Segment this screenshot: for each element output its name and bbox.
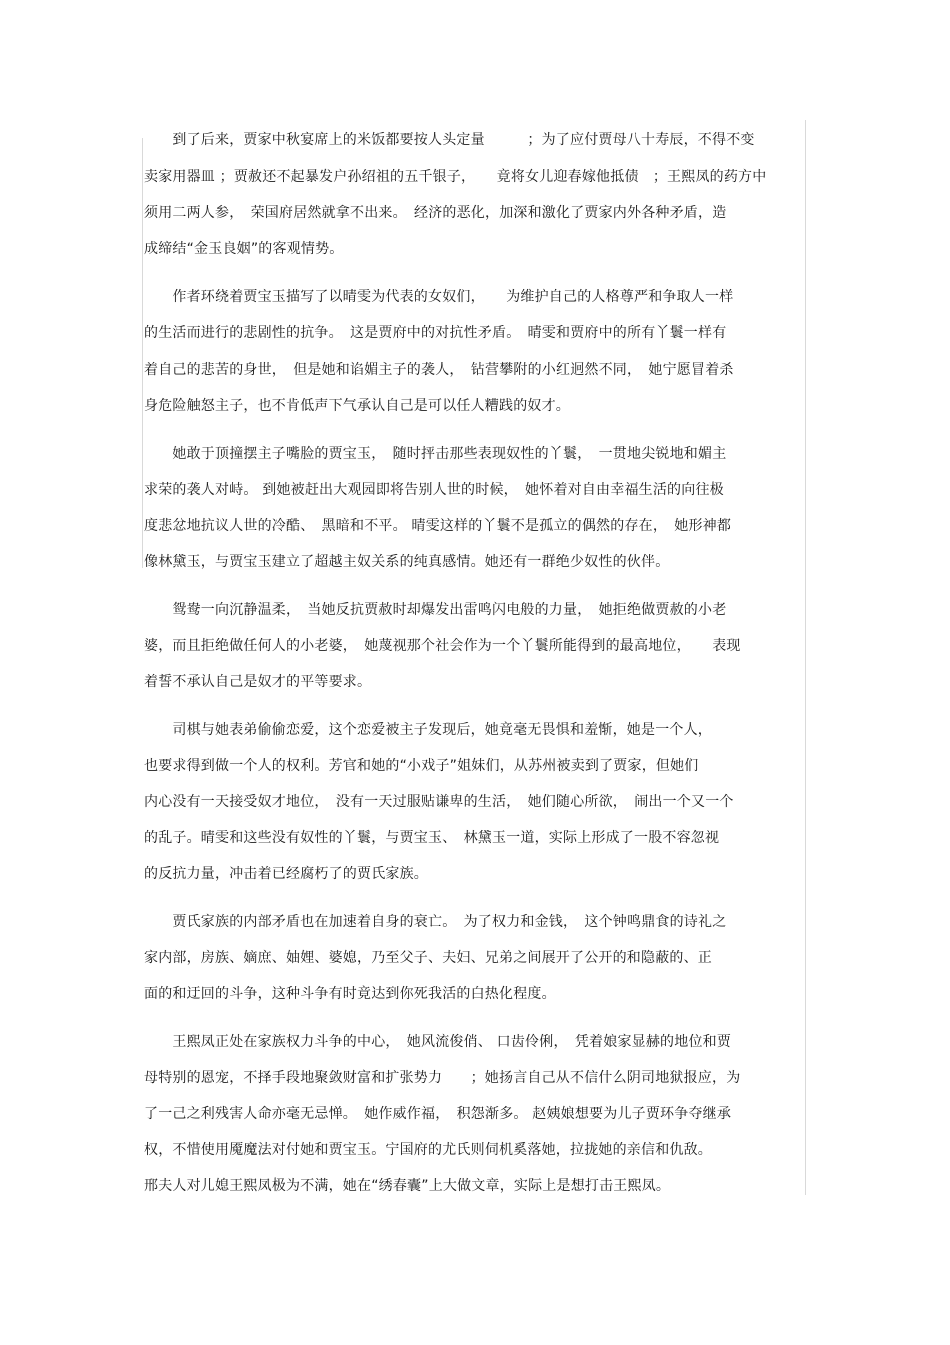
text-line: 的生活而进行的悲剧性的抗争。 这是贾府中的对抗性矛盾。 晴雯和贾府中的所有丫鬟一样有 (144, 325, 727, 341)
text-line: 婆，而且拒绝做任何人的小老婆， 她蔑视那个社会作为一个丫鬟所能得到的最高地位， 表现 (144, 638, 741, 654)
text-line: 贾氏家族的内部矛盾也在加速着自身的衰亡。 为了权力和金钱， 这个钟鸣鼎食的诗礼之 (144, 914, 727, 930)
text-line: 鸳鸯一向沉静温柔， 当她反抗贾赦时却爆发出雷鸣闪电般的力量， 她拒绝做贾赦的小老 (144, 602, 727, 618)
left-margin-rule (142, 138, 143, 568)
text-line: 母特别的恩宠，不择手段地聚敛财富和扩张势力 ；她扬言自己从不信什么阴司地狱报应，为 (144, 1070, 741, 1086)
text-line: 到了后来，贾家中秋宴席上的米饭都要按人头定量 ；为了应付贾母八十寿辰，不得不变 (144, 132, 755, 148)
text-line: 她敢于顶撞摆主子嘴脸的贾宝玉， 随时抨击那些表现奴性的丫鬟， 一贯地尖锐地和媚主 (144, 446, 727, 462)
text-line: 了一己之利残害人命亦毫无忌惮。 她作威作福， 积怨渐多。 赵姨娘想要为儿子贾环争夺继承 (144, 1106, 732, 1122)
text-line: 司棋与她表弟偷偷恋爱，这个恋爱被主子发现后，她竟毫无畏惧和羞惭，她是一个人， (144, 722, 712, 738)
text-line: 度悲忿地抗议人世的冷酷、 黑暗和不平。 晴雯这样的丫鬟不是孤立的偶然的存在， 她形神都 (144, 518, 732, 534)
text-line: 作者环绕着贾宝玉描写了以晴雯为代表的女奴们， 为维护自己的人格尊严和争取人一样 (144, 289, 734, 305)
text-line: 着誓不承认自己是奴才的平等要求。 (144, 674, 372, 690)
text-line: 内心没有一天接受奴才地位， 没有一天过服贴谦卑的生活， 她们随心所欲， 闹出一个又一个 (144, 794, 734, 810)
text-line: 成缔结“金玉良姻”的客观情势。 (144, 241, 344, 257)
text-line: 求荣的袭人对峙。 到她被赶出大观园即将告别人世的时候， 她怀着对自由幸福生活的向往极 (144, 482, 724, 498)
text-line: 的反抗力量，冲击着已经腐朽了的贾氏家族。 (144, 866, 428, 882)
text-line: 卖家用器皿 ；贾赦还不起暴发户孙绍祖的五千银子， 竟将女儿迎春嫁他抵债 ；王熙凤的药方中 (144, 169, 767, 185)
text-line: 须用二两人参， 荣国府居然就拿不出来。 经济的恶化，加深和激化了贾家内外各种矛盾，造 (144, 205, 727, 221)
text-line: 像林黛玉，与贾宝玉建立了超越主奴关系的纯真感情。她还有一群绝少奴性的伙伴。 (144, 554, 670, 570)
right-margin-rule (805, 120, 806, 1195)
text-line: 家内部，房族、嫡庶、妯娌、婆媳，乃至父子、夫妇、兄弟之间展开了公开的和隐蔽的、正 (144, 950, 712, 966)
text-line: 也要求得到做一个人的权利。芳官和她的“小戏子”姐妹们，从苏州被卖到了贾家，但她们 (144, 758, 699, 774)
text-line: 着自己的悲苦的身世， 但是她和谄媚主子的袭人， 钻营攀附的小红迥然不同， 她宁愿冒着杀 (144, 362, 734, 378)
text-line: 邢夫人对儿媳王熙凤极为不满，她在“绣春囊”上大做文章，实际上是想打击王熙凤。 (144, 1178, 671, 1194)
text-line: 王熙凤正处在家族权力斗争的中心， 她风流俊俏、 口齿伶俐， 凭着娘家显赫的地位和贾 (144, 1034, 732, 1050)
text-line: 权，不惜使用魇魔法对付她和贾宝玉。宁国府的尤氏则伺机奚落她，拉拢她的亲信和仇敌。 (144, 1142, 712, 1158)
text-line: 身危险触怒主子，也不肯低声下气承认自己是可以任人糟践的奴才。 (144, 398, 570, 414)
text-line: 面的和迂回的斗争，这种斗争有时竟达到你死我活的白热化程度。 (144, 986, 556, 1002)
text-line: 的乱子。晴雯和这些没有奴性的丫鬟，与贾宝玉、 林黛玉一道，实际上形成了一股不容忽视 (144, 830, 720, 846)
